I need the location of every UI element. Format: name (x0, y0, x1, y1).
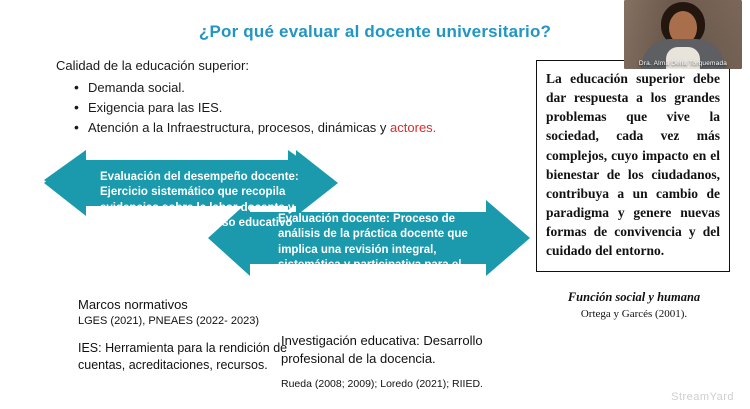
arrow-diagram (38, 150, 538, 290)
normative-heading: Marcos normativos (78, 297, 188, 312)
speaker-name-label: Dra. Alma Delia Torquemada (638, 60, 728, 67)
research-heading: Investigación educativa: Desarrollo profesional de la docencia. (281, 333, 483, 366)
normative-body: IES: Herramienta para la rendición de cuentas, acreditaciones, recursos. (78, 340, 288, 372)
arrow-label-2: Evaluación docente: Proceso de análisis de la práctica docente que implica una revisión integral, sistemática y participativa para el perfeccionamiento de la enseñanza. (278, 213, 475, 287)
normative-subtext: LGES (2021), PNEAES (2022- 2023) (78, 315, 259, 327)
highlight-text: actores. (390, 120, 437, 136)
list-item: • Demanda social. (74, 78, 476, 98)
quote-caption-source: Ortega y Garcés (2001). (580, 308, 688, 320)
research-sources: Rueda (2008; 2009); Loredo (2021); RIIED. (281, 378, 483, 391)
webcam-tile[interactable] (624, 0, 742, 69)
quality-bullet-list (56, 78, 476, 138)
watermark: StreamYard (671, 391, 734, 403)
arrow-label-1: Evaluación del desempeño docente: Ejercicio sistemático que recopila evidencias sobre la labor docente y sus logros en el proceso educativo (Pacheco et al. 2018). (100, 170, 310, 246)
quote-caption-title: Función social y humana (567, 290, 701, 304)
list-item: • Atención a la Infraestructura, procesos, dinámicas y actores. (74, 118, 476, 138)
arrow-citation-1: (Pacheco et al. 2018). (100, 233, 193, 245)
quality-block (56, 58, 476, 138)
normative-frameworks-block (78, 297, 288, 374)
quality-heading: Calidad de la educación superior: (56, 58, 249, 73)
list-item: • Exigencia para las IES. (74, 98, 476, 118)
educational-research-block (281, 332, 516, 390)
quote-panel: La educación superior debe dar respuesta a los grandes problemas que vive la sociedad, cada vez más complejos, cuyo impacto en el bienestar de los ciudadanos, contribuya a un cambio de paradigma y genere nuevas formas de convivencia y del cuidado del entorno. (536, 60, 730, 272)
quote-caption (536, 290, 732, 320)
slide-title: ¿Por qué evaluar al docente universitario? (198, 22, 552, 41)
